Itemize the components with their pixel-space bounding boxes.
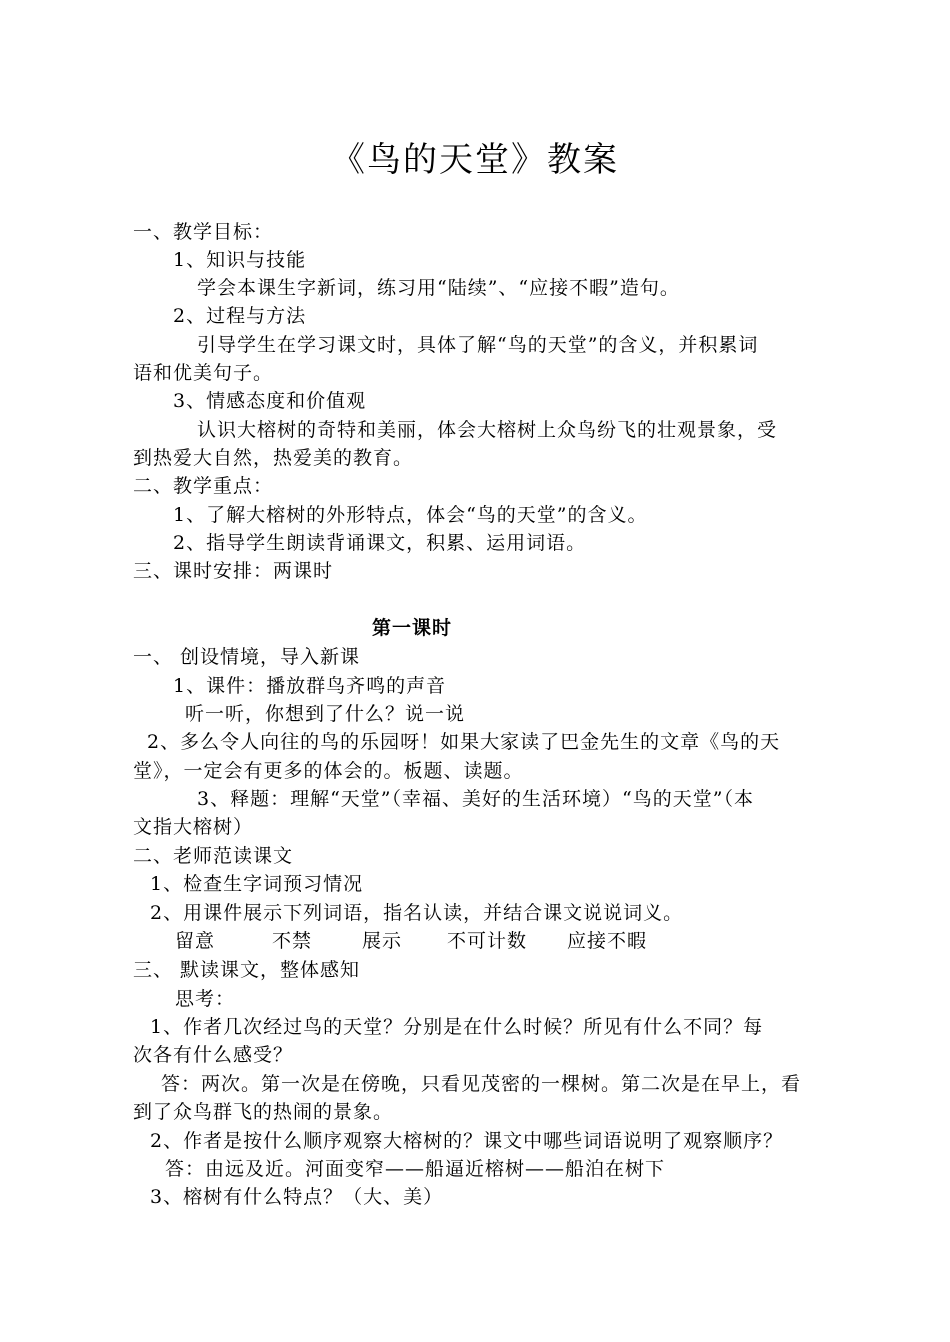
paragraph-line: 3、释题：理解“天堂”（幸福、美好的生活环境）“鸟的天堂”（本	[197, 788, 754, 810]
subheading: 1、知识与技能	[173, 249, 307, 271]
subheading: 3、情感态度和价值观	[173, 390, 367, 412]
paragraph-line: 2、多么令人向往的鸟的乐园呀！如果大家读了巴金先生的文章《鸟的天	[147, 731, 781, 753]
paragraph-line: 学会本课生字新词，练习用“陆续”、“应接不暇”造句。	[197, 277, 680, 299]
list-item: 1、了解大榕树的外形特点，体会“鸟的天堂”的含义。	[173, 504, 648, 526]
list-item: 2、用课件展示下列词语，指名认读，并结合课文说说词义。	[150, 902, 684, 924]
list-item: 1、检查生字词预习情况	[150, 873, 364, 895]
paragraph-line: 堂》，一定会有更多的体会的。板题、读题。	[133, 760, 524, 782]
paragraph-line: 思考：	[175, 988, 236, 1010]
paragraph-line: 到热爱大自然，热爱美的教育。	[133, 447, 414, 469]
section-heading: 二、教学重点：	[133, 475, 274, 497]
section-heading: 三、 默读课文，整体感知	[133, 959, 361, 981]
paragraph-line: 引导学生在学习课文时，具体了解“鸟的天堂”的含义，并积累词	[197, 334, 759, 356]
question-line: 3、榕树有什么特点？（大、美）	[150, 1186, 444, 1208]
answer-line: 答：两次。第一次是在傍晚，只看见茂密的一棵树。第二次是在早上，看	[161, 1073, 802, 1095]
question-line: 1、作者几次经过鸟的天堂？分别是在什么时候？所见有什么不同？每	[150, 1016, 764, 1038]
answer-line: 答：由远及近。河面变窄——船逼近榕树——船泊在树下	[165, 1158, 666, 1180]
vocab-word: 应接不暇	[567, 930, 648, 952]
list-item: 1、课件：播放群鸟齐鸣的声音	[173, 675, 447, 697]
question-line: 次各有什么感受？	[133, 1044, 294, 1066]
paragraph-line: 认识大榕树的奇特和美丽，体会大榕树上众鸟纷飞的壮观景象，受	[197, 419, 778, 441]
vocab-word: 不可计数	[447, 930, 528, 952]
question-line: 2、作者是按什么顺序观察大榕树的？课文中哪些词语说明了观察顺序？	[150, 1130, 784, 1152]
vocab-word: 留意	[175, 930, 216, 952]
vocab-word: 不禁	[272, 930, 313, 952]
section-heading: 一、教学目标：	[133, 221, 274, 243]
answer-line: 到了众鸟群飞的热闹的景象。	[133, 1101, 394, 1123]
document-title: 《鸟的天堂》教案	[331, 140, 619, 180]
section-heading: 二、老师范读课文	[133, 845, 294, 867]
section-heading: 一、 创设情境，导入新课	[133, 646, 361, 668]
vocab-word: 展示	[362, 930, 403, 952]
subheading: 2、过程与方法	[173, 305, 307, 327]
lesson-heading: 第一课时	[372, 617, 453, 639]
paragraph-line: 语和优美句子。	[133, 362, 274, 384]
paragraph-line: 听一听，你想到了什么？说一说	[185, 703, 466, 725]
section-heading: 三、课时安排：两课时	[133, 560, 334, 582]
paragraph-line: 文指大榕树）	[133, 816, 254, 838]
list-item: 2、指导学生朗读背诵课文，积累、运用词语。	[173, 532, 587, 554]
